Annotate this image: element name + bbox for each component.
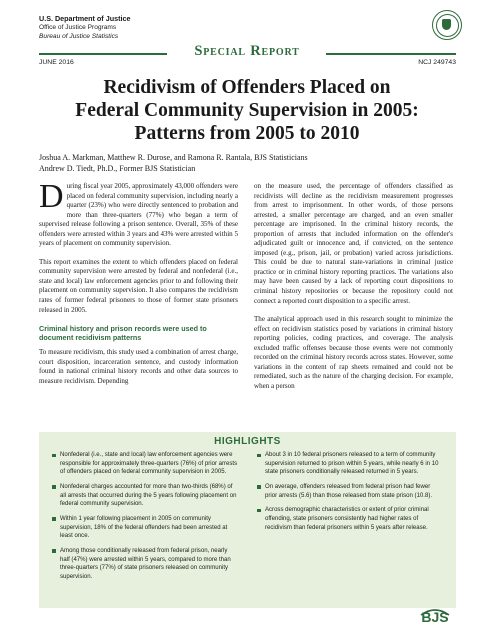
highlight-item [257, 451, 443, 477]
highlight-item [52, 483, 238, 509]
square-bullet-icon [52, 485, 56, 489]
paragraph-text: uring fiscal year 2005, approximately 43,000 offenders were placed on federal community supervision, including nearly a quarter (23%) who were directly sentenced to probation and more than three-quarters (77%) who began a term of supervised release following a prison sentence. Overall, 35% of these offenders were arrested within 3 years and 43% were arrested within 5 years of placement on community supervision. [39, 182, 238, 248]
bjs-logo-text: BJS [421, 609, 449, 625]
body-paragraph: on the measure used, the percentage of offenders classified as recidivists will decline as the recidivism measurement progresses from arrest to imprisonment. In other words, of those persons arrested, a smaller percentage are charged, and an even smaller percentage are imprisoned. In the criminal history records, the proportion of arrests that included information on the offender's adjudicated guilt or innocence and, if convicted, on the sentence imposed (e.g., prison, jail, or probation) varied across jurisdictions. This could be due to natural state-variations in criminal justice practice or in criminal history reporting practices. The variations also may have been caused by a lack of reporting court dispositions to criminal history repositories or because the repository could not connect a reported court disposition to a specific arrest. [254, 182, 453, 305]
title-line: Federal Community Supervision in 2005: [75, 100, 419, 121]
highlight-item [257, 506, 443, 532]
drop-cap: D [39, 178, 64, 215]
ncj-number: NCJ 249743 [418, 59, 456, 66]
authors [39, 152, 308, 174]
highlight-item [52, 451, 238, 477]
square-bullet-icon [52, 454, 56, 458]
report-banner: Special Report [194, 43, 300, 59]
square-bullet-icon [52, 517, 56, 521]
highlight-text: Among those conditionally released from federal prison, nearly half (47%) were arrested within 5 years, compared to more than three-quarters (77%) of state prisoners released on community supervision. [60, 547, 231, 580]
highlight-text: Nonfederal (i.e., state and local) law enforcement agencies were responsible for approximately three-quarters (76%) of prior arrests of offenders placed on federal community supervision in 2005. [60, 452, 238, 476]
highlight-text: On average, offenders released from federal prison had fewer prior arrests (5.6) than those released from state prison (10.8). [265, 483, 433, 499]
department-name: U.S. Department of Justice [39, 14, 131, 23]
body-paragraph [39, 178, 238, 249]
banner-rule-left [39, 53, 167, 55]
body-paragraph: To measure recidivism, this study used a combination of arrest charge, court disposition, incarceration sentence, and custody information found in national criminal history records and other data sources to measure recidivism. Depending [39, 348, 238, 385]
highlights-column-left [52, 451, 238, 588]
highlight-text: Nonfederal charges accounted for more than two-thirds (68%) of all arrests that occurred during the 5 years following placement on federal community supervision. [60, 483, 237, 508]
bjs-logo [418, 606, 452, 632]
authors-line: Andrew D. Tiedt, Ph.D., Former BJS Statistician [39, 164, 196, 173]
bureau-name: Bureau of Justice Statistics [39, 33, 119, 40]
office-name: Office of Justice Programs [39, 24, 117, 31]
agency-header [39, 14, 130, 41]
report-title [30, 76, 464, 145]
square-bullet-icon [257, 485, 261, 489]
square-bullet-icon [257, 509, 261, 513]
body-column-left [39, 178, 238, 395]
highlight-item [52, 515, 238, 541]
authors-line: Joshua A. Markman, Matthew R. Durose, and Ramona R. Rantala, BJS Statisticians [39, 153, 308, 162]
highlight-text: Within 1 year following placement in 2005 on community supervision, 18% of the federal offenders had been arrested at least once. [60, 515, 228, 540]
highlight-text: Across demographic characteristics or extent of prior criminal offending, state prisoners consistently had higher rates of recidivism than federal prisoners within 5 years after release. [265, 507, 429, 531]
doj-seal-icon [432, 10, 462, 40]
body-column-right [254, 182, 453, 400]
publication-date: JUNE 2016 [39, 59, 74, 66]
highlight-item [52, 547, 238, 582]
banner-rule-right [326, 53, 456, 55]
body-paragraph: The analytical approach used in this research sought to minimize the effect on recidivism statistics posed by variations in criminal history reporting policies, coding practices, and coverage. The analysis excluded traffic offenses because those events were not commonly recorded on the criminal history records across states. However, some variations in the content of rap sheets remained and could not be remediated, such as the nature of the charging decision. For example, when a person [254, 315, 453, 390]
highlights-title: HIGHLIGHTS [214, 436, 281, 447]
title-line: Recidivism of Offenders Placed on [103, 77, 391, 98]
title-line: Patterns from 2005 to 2010 [134, 123, 360, 144]
highlight-text: About 3 in 10 federal prisoners released to a term of community supervision returned to prison within 5 years, while nearly 6 in 10 state prisoners conditionally released returned in 5 years. [265, 452, 439, 476]
section-heading: Criminal history and prison records were used to document recidivism patterns [39, 324, 207, 343]
highlight-item [257, 483, 443, 500]
highlights-column-right [257, 451, 443, 538]
square-bullet-icon [52, 549, 56, 553]
square-bullet-icon [257, 454, 261, 458]
body-paragraph: This report examines the extent to which offenders placed on federal community supervision were arrested by federal and nonfederal (i.e., state and local) law enforcement agencies prior to and following their placement on community supervision. It also compares the recidivism rates of former federal prisoners to those of former state prisoners released in 2005. [39, 257, 238, 314]
